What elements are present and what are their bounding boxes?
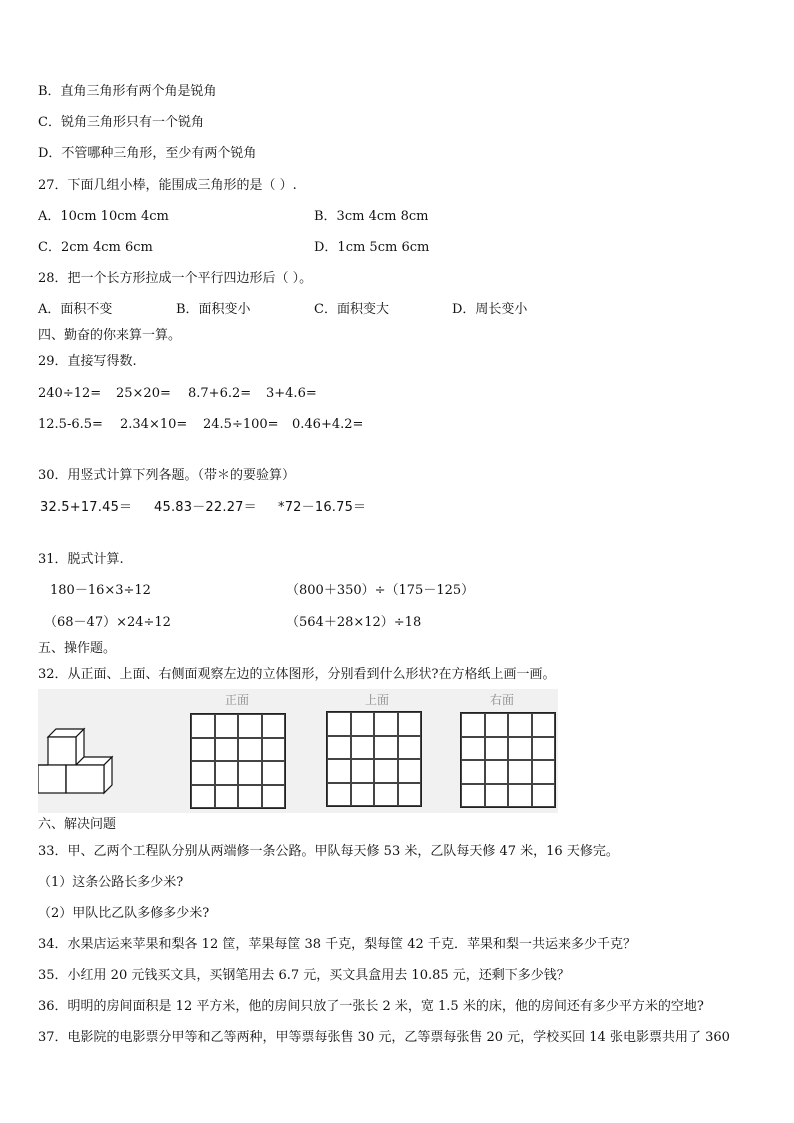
q30-stem: 30．用竖式计算下列各题。（带＊的要验算） <box>38 468 296 483</box>
front-view-grid[interactable] <box>190 713 286 809</box>
section-6-heading: 六、解决问题 <box>38 817 117 832</box>
q33-stem: 33．甲、乙两个工程队分别从两端修一条公路。甲队每天修 53 米，乙队每天修 47 米，16 天修完。 <box>38 844 619 859</box>
q30-item-3: *72－16.75＝ <box>278 500 367 515</box>
right-view-label: 右面 <box>489 693 514 707</box>
q26-option-d: D．不管哪种三角形，至少有两个锐角 <box>38 146 257 161</box>
top-view-grid[interactable] <box>326 711 422 807</box>
q28-option-b: B．面积变小 <box>176 302 251 317</box>
q28-option-d: D．周长变小 <box>452 302 528 317</box>
q33-sub-1: （1）这条公路长多少米? <box>38 875 184 890</box>
q33-sub-2: （2）甲队比乙队多修多少米? <box>38 906 210 921</box>
q27-option-a: A．10cm 10cm 4cm <box>38 209 169 224</box>
q29-r2-c4: 0.46+4.2= <box>292 417 364 432</box>
q27-option-c: C．2cm 4cm 6cm <box>38 240 153 255</box>
q31-item-3: （68－47）×24÷12 <box>44 615 171 630</box>
top-view-label: 上面 <box>364 693 389 707</box>
right-view-grid[interactable] <box>460 712 556 808</box>
q27-option-b: B．3cm 4cm 8cm <box>314 209 429 224</box>
q29-r1-c1: 240÷12= <box>38 386 102 401</box>
q29-r2-c3: 24.5÷100= <box>203 417 279 432</box>
section-5-heading: 五、操作题。 <box>38 641 117 656</box>
q29-r1-c3: 8.7+6.2= <box>188 386 252 401</box>
cube-arrangement-figure <box>38 727 118 813</box>
q30-item-2: 45.83－22.27＝ <box>154 500 257 515</box>
q28-option-c: C．面积变大 <box>314 302 389 317</box>
q37-stem: 37．电影院的电影票分甲等和乙等两种，甲等票每张售 30 元，乙等票每张售 20 元，学校买回 14 张电影票共用了 360 <box>38 1030 730 1045</box>
q29-stem: 29．直接写得数. <box>38 354 137 369</box>
q29-r1-c2: 25×20= <box>116 386 171 401</box>
section-4-heading: 四、勤奋的你来算一算。 <box>38 328 182 343</box>
q28-option-a: A．面积不变 <box>38 302 113 317</box>
front-view-label: 正面 <box>224 693 249 707</box>
q32-figure-panel <box>38 689 558 813</box>
q29-r2-c2: 2.34×10= <box>120 417 188 432</box>
q26-option-c: C．锐角三角形只有一个锐角 <box>38 115 204 130</box>
q30-item-1: 32.5+17.45＝ <box>40 500 133 515</box>
q27-option-d: D．1cm 5cm 6cm <box>314 240 430 255</box>
q31-item-4: （564＋28×12）÷18 <box>286 615 422 630</box>
q34-stem: 34．水果店运来苹果和梨各 12 筐，苹果每筐 38 千克，梨每筐 42 千克．苹果和梨一共运来多少千克？ <box>38 937 636 952</box>
q29-r2-c1: 12.5-6.5= <box>38 417 103 432</box>
q27-stem: 27．下面几组小棒，能围成三角形的是（ ）. <box>38 178 297 193</box>
q31-stem: 31．脱式计算. <box>38 552 124 567</box>
q31-item-2: （800＋350）÷（175－125） <box>286 583 475 598</box>
q32-stem: 32．从正面、上面、右侧面观察左边的立体图形，分别看到什么形状?在方格纸上画一画。 <box>38 667 556 682</box>
q35-stem: 35．小红用 20 元钱买文具，买钢笔用去 6.7 元，买文具盒用去 10.85 元，还剩下多少钱？ <box>38 968 570 983</box>
q28-stem: 28．把一个长方形拉成一个平行四边形后（ ）。 <box>38 271 313 286</box>
q29-r1-c4: 3+4.6= <box>266 386 317 401</box>
q36-stem: 36．明明的房间面积是 12 平方米，他的房间只放了一张长 2 米，宽 1.5 米的床，他的房间还有多少平方米的空地? <box>38 999 704 1014</box>
q31-item-1: 180－16×3÷12 <box>50 583 151 598</box>
q26-option-b: B．直角三角形有两个角是锐角 <box>38 84 217 99</box>
